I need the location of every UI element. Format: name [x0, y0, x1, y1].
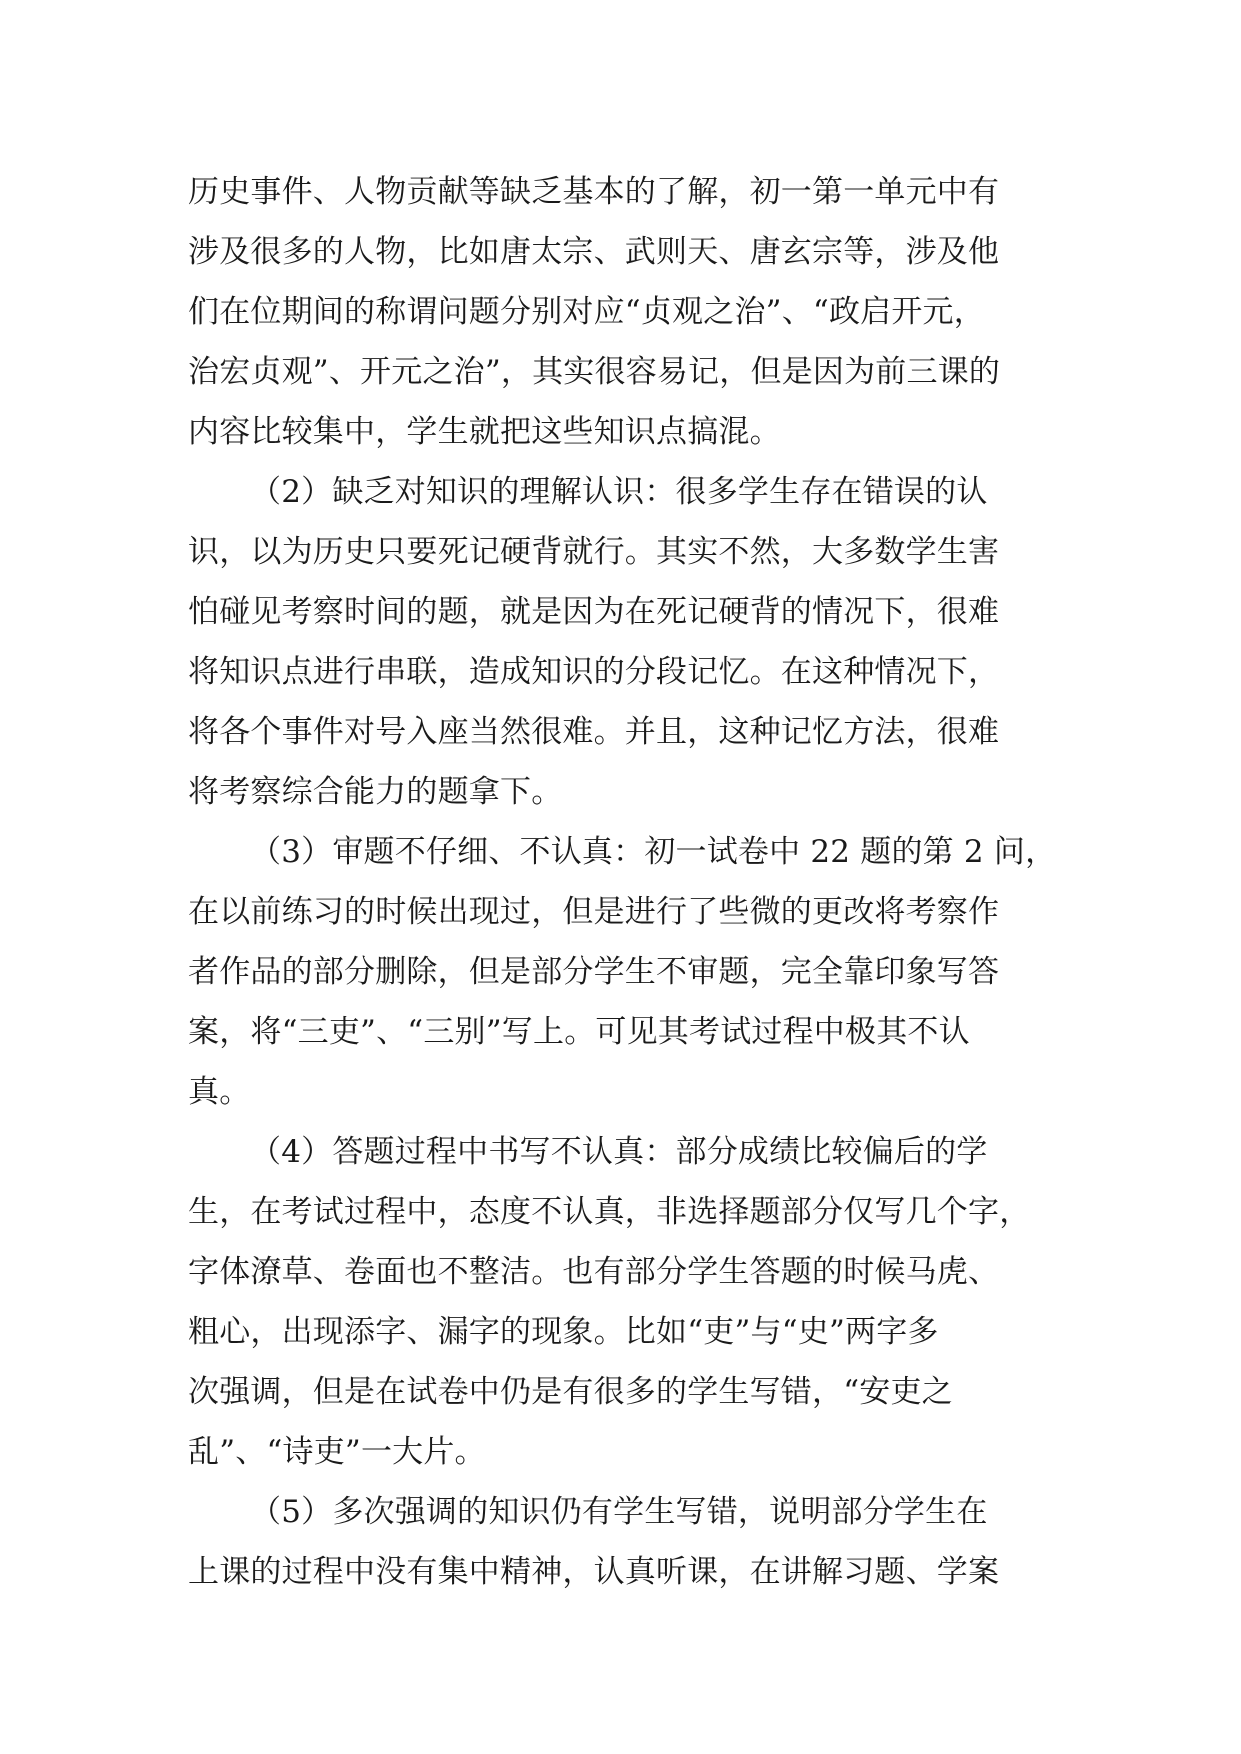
text-line: 将知识点进行串联，造成知识的分段记忆。在这种情况下， [188, 654, 1000, 690]
text-line: 内容比较集中，学生就把这些知识点搞混。 [188, 414, 781, 450]
text-line: 将考察综合能力的题拿下。 [188, 774, 563, 810]
text-line: （3）审题不仔细、不认真：初一试卷中 22 题的第 2 问， [250, 834, 1057, 870]
text-line: 历史事件、人物贡献等缺乏基本的了解，初一第一单元中有 [188, 174, 1000, 210]
text-line: 乱”、“诗吏”一大片。 [188, 1434, 486, 1470]
text-line: 上课的过程中没有集中精神，认真听课，在讲解习题、学案 [188, 1554, 1000, 1590]
text-line: 字体潦草、卷面也不整洁。也有部分学生答题的时候马虎、 [188, 1254, 1000, 1290]
text-line: 次强调，但是在试卷中仍是有很多的学生写错，“安吏之 [188, 1374, 953, 1410]
text-line: 案，将“三吏”、“三别”写上。可见其考试过程中极其不认 [188, 1014, 970, 1050]
text-line: 将各个事件对号入座当然很难。并且，这种记忆方法，很难 [188, 714, 1000, 750]
text-line: 识，以为历史只要死记硬背就行。其实不然，大多数学生害 [188, 534, 1000, 570]
text-line: 治宏贞观”、开元之治”，其实很容易记，但是因为前三课的 [188, 354, 1001, 390]
text-line: 怕碰见考察时间的题，就是因为在死记硬背的情况下，很难 [188, 594, 1000, 630]
text-line: （2）缺乏对知识的理解认识：很多学生存在错误的认 [250, 474, 988, 510]
text-line: 们在位期间的称谓问题分别对应“贞观之治”、“政启开元， [188, 294, 985, 330]
text-line: 者作品的部分删除，但是部分学生不审题，完全靠印象写答 [188, 954, 1000, 990]
text-line: （4）答题过程中书写不认真：部分成绩比较偏后的学 [250, 1134, 988, 1170]
text-line: 粗心，出现添字、漏字的现象。比如“吏”与“史”两字多 [188, 1314, 939, 1350]
text-line: （5）多次强调的知识仍有学生写错，说明部分学生在 [250, 1494, 988, 1530]
text-line: 涉及很多的人物，比如唐太宗、武则天、唐玄宗等，涉及他 [188, 234, 1000, 270]
text-line: 在以前练习的时候出现过，但是进行了些微的更改将考察作 [188, 894, 1000, 930]
text-line: 真。 [188, 1074, 251, 1110]
text-line: 生，在考试过程中，态度不认真，非选择题部分仅写几个字， [188, 1194, 1031, 1230]
body-text [188, 162, 1058, 1602]
